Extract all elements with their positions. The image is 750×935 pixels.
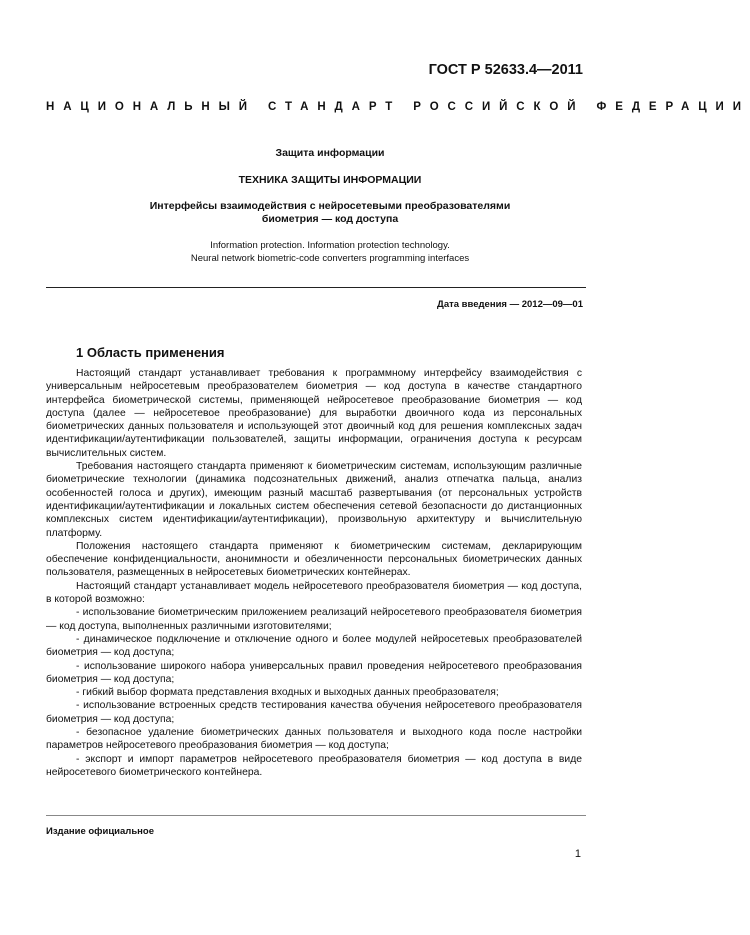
english-title (60, 240, 600, 265)
list-item: - использование широкого набора универсальных правил проведения нейросетевого преобразования биометрия — код доступа; (46, 660, 582, 685)
title-line-3b: биометрия — код доступа (261, 213, 399, 225)
introduction-date: Дата введения — 2012—09—01 (437, 299, 583, 310)
national-standard-heading: НАЦИОНАЛЬНЫЙ СТАНДАРТ РОССИЙСКОЙ ФЕДЕРАЦИИ (46, 101, 750, 113)
paragraph: Настоящий стандарт устанавливает модель нейросетевого преобразователя биометрия — код доступа, в которой возможно: (46, 580, 582, 606)
paragraph: Настоящий стандарт устанавливает требования к программному интерфейсу взаимодействия с универсальным нейросетевым преобразователем биометрия — код доступа в качестве стандартного интерфейса биометрической системы, применяющей нейросетевое преобразование биометрия — код доступа (далее — нейросетевое преобразование) для выработки двоичного кода из персональных биометрических данных пользователя и использующей этот двоичный код для решения комплексных задач идентификации/аутентификации пользователей, защиты информации, ограничения доступа к ресурсам вычислительных систем. (46, 368, 582, 459)
title-line-2: ТЕХНИКА ЗАЩИТЫ ИНФОРМАЦИИ (238, 174, 422, 186)
list-item: - динамическое подключение и отключение одного и более модулей нейросетевых преобразователей биометрия — код доступа; (46, 633, 582, 659)
header-divider (46, 287, 586, 288)
english-title-b: Neural network biometric-code converters programming interfaces (190, 252, 470, 264)
edition-label: Издание официальное (46, 826, 154, 837)
section-heading: 1 Область применения (76, 345, 225, 360)
title-line-1: Защита информации (275, 147, 385, 159)
english-title-a: Information protection. Information protection technology. (210, 240, 450, 251)
list-item: - гибкий выбор формата представления входных и выходных данных преобразователя; (76, 687, 499, 699)
page-number: 1 (574, 848, 581, 860)
list-item: - использование биометрическим приложением реализаций нейросетевого преобразователя биометрия — код доступа, выполненных различными изготовителями; (46, 607, 582, 632)
paragraph: Требования настоящего стандарта применяют к биометрическим системам, использующим различные биометрические технологии (динамика подсознательных движений, анализ отпечатка пальца, анализ особенностей голоса и других), имеющим разный масштаб развертывания (от персональных устройств идентификации/аутентификации и локальных систем обеспечения сетевой безопасности до дистанционных комплексных систем идентификации/аутентификации), произвольную архитектуру и вычислительную платформу. (46, 461, 582, 539)
list-item: - экспорт и импорт параметров нейросетевого преобразователя биометрия — код доступа в виде нейросетевого биометрического контейнера. (46, 753, 582, 778)
list-item: - безопасное удаление биометрических данных пользователя и выходного кода после настройки параметров нейросетевого преобразования биометрия — код доступа; (46, 727, 582, 752)
list-item: - использование встроенных средств тестирования качества обучения нейросетевого преобразователя биометрия — код доступа; (46, 700, 582, 725)
standard-number: ГОСТ Р 52633.4—2011 (428, 62, 583, 78)
title-line-3a: Интерфейсы взаимодействия с нейросетевыми преобразователями (149, 200, 511, 212)
paragraph: Положения настоящего стандарта применяют к биометрическим системам, декларирующим обеспечение конфиденциальности, анонимности и обезличенности персональных биометрических данных пользователя, размещенных в нейросетевых биометрических контейнерах. (46, 540, 582, 579)
title-line-3 (60, 200, 600, 226)
section-body (46, 367, 582, 779)
footer-divider (46, 815, 586, 816)
